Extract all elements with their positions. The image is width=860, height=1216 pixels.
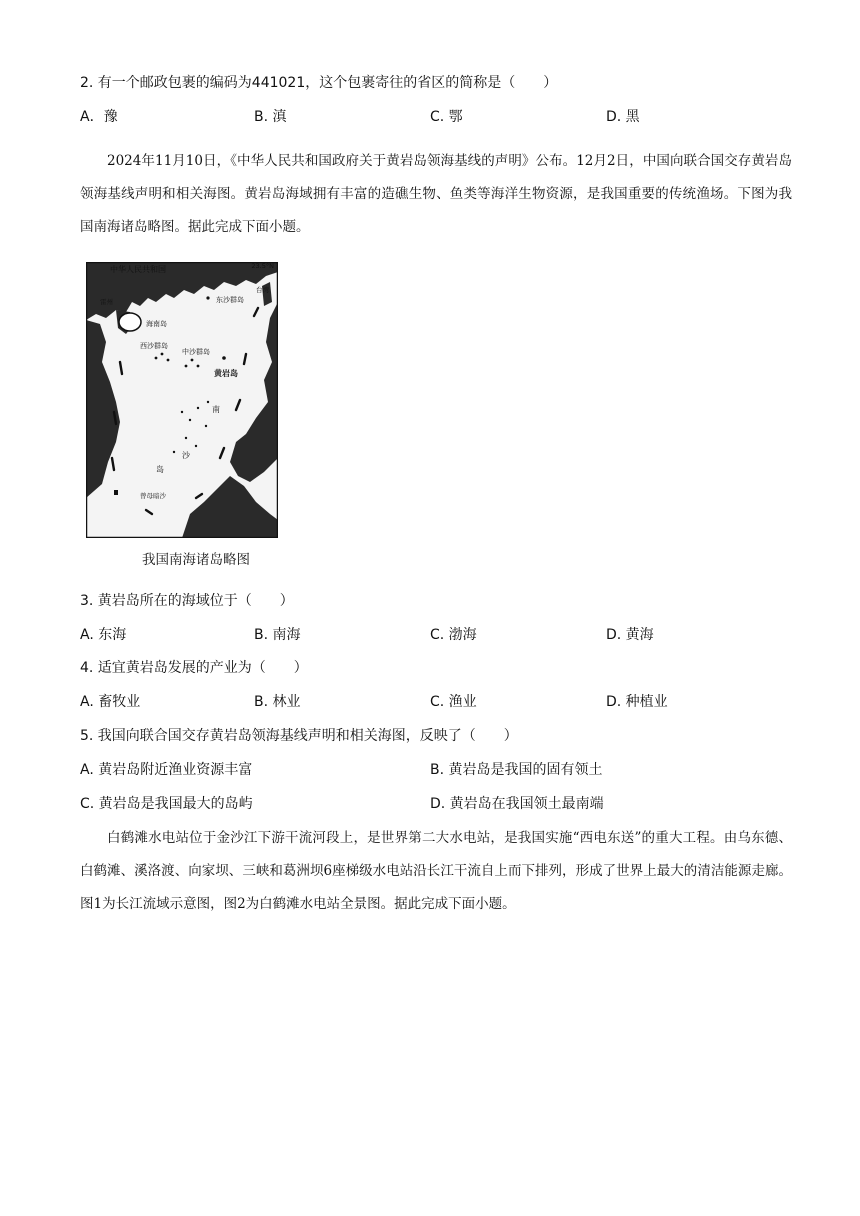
question-3-stem: 3. 黄岩岛所在的海域位于（ ） [80, 593, 294, 609]
question-2-option-b: B. 滇 [254, 109, 287, 125]
question-5-option-a: A. 黄岩岛附近渔业资源丰富 [80, 762, 253, 778]
map-label-country: 中华人民共和国 [110, 265, 166, 274]
map-graphic [86, 262, 278, 538]
question-4-option-b: B. 林业 [254, 694, 301, 710]
passage-baihetan: 白鹤滩水电站位于金沙江下游干流河段上，是世界第二大水电站，是我国实施“西电东送”的重大工程。由乌东德、白鹤滩、溪洛渡、向家坝、三峡和葛洲坝6座梯级水电站沿长江干流自上而下排列，形成了世界上最大的清洁能源走廊。图1为长江流域示意图，图2为白鹤滩水电站全景图。据此完成下面小题。 [80, 830, 792, 912]
map-caption: 我国南海诸岛略图 [142, 552, 250, 568]
map-label-dongsha: 东沙群岛 [216, 296, 244, 304]
map-label-sha: 沙 [182, 451, 190, 460]
question-4-option-c: C. 渔业 [430, 694, 477, 710]
map-label-huangyan: 黄岩岛 [214, 369, 238, 378]
question-5-option-c: C. 黄岩岛是我国最大的岛屿 [80, 796, 253, 812]
question-3-option-a: A. 东海 [80, 627, 127, 643]
passage-huangyan: 2024年11月10日，《中华人民共和国政府关于黄岩岛领海基线的声明》公布。12月2日，中国向联合国交存黄岩岛领海基线声明和相关海图。黄岩岛海域拥有丰富的造礁生物、鱼类等海洋生物资源，是我国重要的传统渔场。下图为我国南海诸岛略图。据此完成下面小题。 [80, 153, 792, 235]
map-label-xisha: 西沙群岛 [140, 342, 168, 350]
question-4-stem: 4. 适宜黄岩岛发展的产业为（ ） [80, 660, 308, 676]
question-4-option-a: A. 畜牧业 [80, 694, 141, 710]
map-label-latitude: 23.5°N [251, 262, 274, 270]
question-5-option-b: B. 黄岩岛是我国的固有领土 [430, 762, 603, 778]
question-3-option-c: C. 渤海 [430, 627, 477, 643]
south-china-sea-map [86, 262, 278, 538]
question-3-option-d: D. 黄海 [606, 627, 654, 643]
question-4-option-d: D. 种植业 [606, 694, 668, 710]
question-5-option-d: D. 黄岩岛在我国领土最南端 [430, 796, 604, 812]
map-label-nan: 南 [212, 405, 220, 414]
map-label-taiwan: 台湾 [256, 286, 269, 294]
question-3-option-b: B. 南海 [254, 627, 301, 643]
question-2-stem: 2. 有一个邮政包裹的编码为441021，这个包裹寄往的省区的简称是（ ） [80, 75, 558, 91]
question-2-option-a: A．豫 [80, 109, 118, 125]
map-label-dao: 岛 [156, 465, 164, 474]
map-label-leizhou: 雷州 [100, 298, 113, 306]
map-label-zengmu: 曾母暗沙 [140, 492, 166, 500]
map-label-zhongsha: 中沙群岛 [182, 348, 210, 356]
map-label-hainan: 海南岛 [146, 320, 167, 328]
question-2-option-c: C. 鄂 [430, 109, 463, 125]
question-5-stem: 5. 我国向联合国交存黄岩岛领海基线声明和相关海图，反映了（ ） [80, 728, 518, 744]
question-2-option-d: D. 黑 [606, 109, 640, 125]
